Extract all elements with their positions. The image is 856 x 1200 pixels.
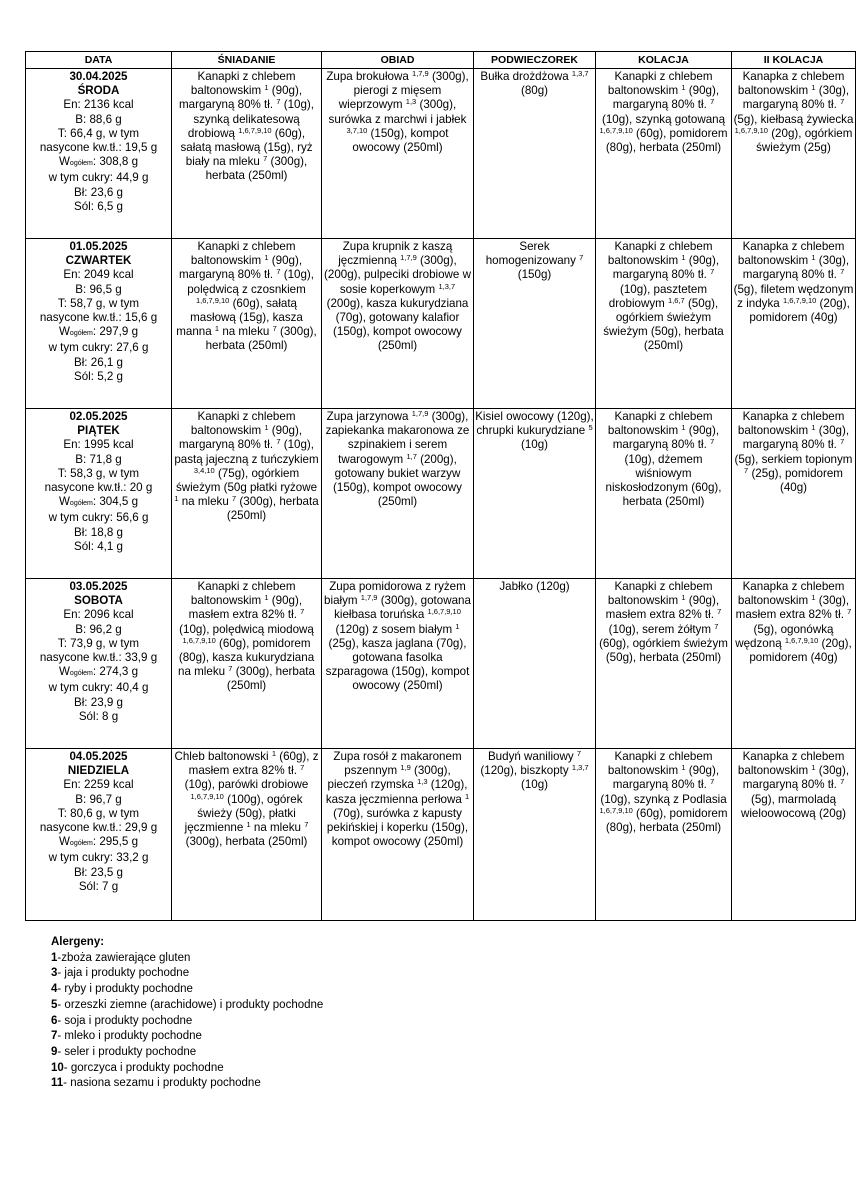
saturated-fat-value: nasycone kw.tł.: 19,5 g [39,141,158,155]
meal-text: Kanapka z chlebem baltonowskim [737,580,845,608]
meal-text: (10g), pastą jajeczną z tuńczykiem [174,438,319,466]
day-row-1 [26,69,856,239]
meal-text: (10g), szynką z Podlasia [600,792,727,806]
allergen-number: 5 [51,998,58,1011]
meal-text: na mleku [250,821,305,835]
allergen-codes: 1 [681,593,686,603]
allergen-codes: 1 [465,791,470,801]
allergen-number: 10 [51,1061,64,1074]
meal-text: (60g), sałatą masłową (15g), ryż biały na mleku [180,126,313,169]
allergen-codes: 1 [811,593,816,603]
allergen-number: 3 [51,967,58,980]
meal-text: Kanapki z chlebem baltonowskim [190,410,296,438]
allergen-codes: 1 [455,621,460,631]
allergen-item [51,1045,323,1061]
carbs-value: Wogółem: 297,9 g [58,325,139,339]
protein-value: B: 96,2 g [75,622,122,636]
meal-text: (150g) [517,268,552,282]
allergen-number: 11 [51,1077,64,1090]
allergen-codes: 1,7,9 [360,593,378,603]
meal-text: (60g), pomidorem (80g), herbata (250ml) [605,806,728,835]
fat-value: T: 73,9 g, w tym [57,636,140,650]
salt-value: Sól: 6,5 g [74,199,123,213]
allergen-codes: 7 [847,607,852,617]
day-name: CZWARTEK [65,254,132,268]
meal-text: Kanapki z chlebem baltonowskim [607,750,713,778]
allergen-codes: 1 [271,749,276,758]
allergen-codes: 7 [272,324,277,334]
ii-kolacja-cell [732,69,856,239]
allergen-codes: 1,6,7,9,10 [238,125,272,135]
meal-text: (300g), herbata (250ml) [185,835,308,849]
allergen-description: - seler i produkty pochodne [57,1045,197,1058]
meal-text: (30g), margaryną 80% tł. [742,84,850,112]
meal-text: na mleku [219,325,273,339]
header-ii-kolacja: II KOLACJA [732,52,856,69]
meal-text: (300g), herbata (250ml) [226,665,315,693]
allergen-codes: 1 [811,423,816,433]
salt-value: Sól: 8 g [78,709,119,723]
energy-value: En: 2136 kcal [63,98,134,112]
allergen-codes: 1 [214,324,220,334]
meal-text: (300g), (200g), pulpeciki drobiowe w sosie koperkowym [324,254,471,296]
saturated-fat-value: nasycone kw.tł.: 15,6 g [39,311,158,325]
allergen-item [51,1076,323,1092]
day-date: 01.05.2025 [69,240,128,253]
sugar-value: w tym cukry: 44,9 g [48,171,149,185]
allergen-codes: 1 [246,820,251,830]
fat-value: T: 58,7 g, w tym [57,296,140,310]
allergen-codes: 7 [263,154,268,164]
allergen-codes: 7 [228,664,233,674]
meal-text: (80g) [520,84,549,98]
energy-value: En: 1995 kcal [63,438,134,452]
allergen-number: 6 [51,1014,58,1027]
allergen-description: - jaja i produkty pochodne [57,967,190,980]
allergen-codes: 1 [811,763,816,773]
meal-text: Kanapka z chlebem baltonowskim [737,750,845,778]
date-cell [26,69,172,239]
meal-text: (75g), ogórkiem świeżym (50g płatki ryżowe [175,466,318,495]
fiber-value: Bł: 26,1 g [74,355,123,369]
meal-text: Kanapki z chlebem baltonowskim [607,240,713,268]
ii-kolacja-cell [732,239,856,409]
header-podwieczorek: PODWIECZOREK [474,52,596,69]
allergen-codes: 1,7,9 [412,69,429,78]
meal-text: (120g) z sosem białym [335,622,456,636]
allergen-item [51,951,323,967]
allergen-codes: 5 [588,423,593,433]
allergen-item [51,1029,323,1045]
allergen-codes: 7 [276,437,281,447]
allergen-codes: 3,4,10 [193,465,215,475]
allergen-codes: 1 [174,494,179,504]
allergen-codes: 1 [264,423,269,433]
meal-text: (300g), herbata (250ml) [205,325,317,353]
protein-value: B: 88,6 g [75,112,122,126]
meal-text: (300g), pierogi z mięsem wieprzowym [338,70,469,112]
allergen-codes: 7 [710,777,715,787]
allergen-codes: 1,6,7,9,10 [599,805,633,815]
allergen-number: 9 [51,1045,58,1058]
salt-value: Sól: 4,1 g [74,539,123,553]
meal-text: (10g), szynką gotowaną [601,112,726,126]
allergen-codes: 7 [710,267,715,277]
meal-text: Kisiel owocowy (120g), chrupki kukurydziane [475,410,594,438]
allergen-codes: 7 [579,253,584,263]
allergen-codes: 1,7,9 [400,253,417,263]
day-name: ŚRODA [77,84,120,98]
allergens-title: Alergeny: [51,936,105,948]
carbs-value: Wogółem: 308,8 g [58,155,139,169]
meal-text: Zupa jarzynowa [326,410,412,423]
allergen-codes: 1,3,7 [571,763,589,773]
allergen-codes: 1 [681,253,686,263]
sniadanie-cell [172,579,322,749]
allergen-description: - soja i produkty pochodne [57,1014,193,1027]
meal-text: (10g), pasztetem drobiowym [608,282,707,310]
meal-text: (90g), masłem extra 82% tł. [188,594,303,622]
meal-text: (120g), kasza jęczmienna perłowa [325,778,468,806]
menu-body [26,69,856,921]
ii-kolacja-cell [732,579,856,749]
fiber-value: Bł: 23,5 g [74,865,123,879]
allergen-description: -zboża zawierające gluten [57,951,191,964]
meal-text: (60g), pomidorem (80g), kasza kukurydziana na mleku [178,636,315,679]
protein-value: B: 96,7 g [75,792,122,806]
fat-value: T: 80,6 g, w tym [57,806,140,820]
allergen-number: 7 [51,1030,58,1043]
day-row-4 [26,579,856,749]
day-row-2 [26,239,856,409]
meal-text: (90g), margaryną 80% tł. [179,254,303,282]
allergen-number: 1 [51,951,58,964]
allergen-codes: 7 [276,97,281,107]
allergen-codes: 1,6,7,9,10 [182,635,216,645]
allergen-codes: 7 [300,607,305,617]
saturated-fat-value: nasycone kw.tł.: 29,9 g [39,821,158,835]
meal-text: (90g), margaryną 80% tł. [179,424,303,452]
meal-text: (5g), filetem wędzonym z indyka [733,282,854,310]
meal-text: Kanapki z chlebem baltonowskim [190,70,296,98]
carbs-value: Wogółem: 295,5 g [58,835,139,849]
kolacja-cell [596,239,732,409]
obiad-cell [322,409,474,579]
meal-text: (5g), serkiem topionym [734,452,853,466]
date-cell [26,239,172,409]
meal-text: Kanapka z chlebem baltonowskim [737,240,845,268]
allergen-description: - ryby i produkty pochodne [57,983,193,996]
salt-value: Sól: 7 g [78,879,119,893]
fiber-value: Bł: 23,6 g [74,185,123,199]
energy-value: En: 2096 kcal [63,608,134,622]
meal-text: (300g), surówka z marchwi i jabłek [328,98,467,126]
allergen-codes: 1,3 [405,97,417,107]
allergens-list [51,951,323,1092]
date-cell [26,409,172,579]
allergen-codes: 7 [576,749,582,758]
meal-text: Bułka drożdżowa [480,70,572,83]
allergen-number: 4 [51,983,58,996]
meal-text: (150g), kompot owocowy (250ml) [352,126,449,155]
day-date: 04.05.2025 [69,750,128,763]
meal-text: (90g), margaryną 80% tł. [179,84,303,112]
day-row-5 [26,749,856,921]
allergen-item [51,1061,323,1077]
meal-text: (20g), ogórkiem świeżym (25g) [756,126,853,155]
allergen-codes: 1,6,7,9,10 [195,295,230,305]
header-obiad: OBIAD [322,52,474,69]
allergen-codes: 7 [840,437,845,447]
allergen-codes: 7 [276,267,281,277]
allergen-codes: 7 [304,820,309,830]
meal-text: (300g), herbata (250ml) [226,495,319,523]
sugar-value: w tym cukry: 27,6 g [48,341,149,355]
meal-text: (200g), kasza kukurydziana (70g), gotowany kalafior (150g), kompot owocowy (250ml) [326,296,469,353]
meal-text: Zupa pomidorowa z ryżem białym [324,580,466,608]
obiad-cell [322,579,474,749]
allergen-codes: 7 [232,494,237,504]
allergen-codes: 1 [264,253,269,263]
sniadanie-cell [172,239,322,409]
allergen-codes: 7 [717,607,722,617]
protein-value: B: 71,8 g [75,452,122,466]
meal-text: (5g), marmoladą wieloowocową (20g) [740,792,847,820]
meal-text: (300g), zapiekanka makaronowa ze szpinakiem i serem twarogowym [325,410,470,466]
date-cell [26,579,172,749]
allergen-item [51,966,323,982]
allergen-codes: 1,9 [400,763,411,773]
energy-value: En: 2049 kcal [63,268,134,282]
header-row [26,52,856,69]
saturated-fat-value: nasycone kw.tł.: 33,9 g [39,651,158,665]
sniadanie-cell [172,409,322,579]
allergen-codes: 1,3,7 [438,281,456,291]
meal-text: Kanapki z chlebem baltonowskim [190,580,296,608]
meal-text: (30g), margaryną 80% tł. [742,764,850,792]
meal-text: Serek homogenizowany [485,240,580,268]
podwieczorek-cell [474,749,596,921]
meal-text: Zupa rosół z makaronem pszennym [333,750,462,778]
sugar-value: w tym cukry: 33,2 g [48,851,149,865]
allergen-codes: 7 [840,97,845,107]
podwieczorek-cell [474,579,596,749]
meal-text: (10g), polędwicą z czosnkiem [187,268,314,296]
meal-text: (60g), pomidorem (80g), herbata (250ml) [605,126,728,155]
meal-text: (25g), pomidorem (40g) [748,466,843,495]
menu-table [25,51,856,921]
meal-text: (10g), dżemem wiśniowym niskosłodzonym (60g), herbata (250ml) [605,452,722,509]
meal-text: (20g), pomidorem (40g) [749,636,852,665]
meal-text: (90g), margaryną 80% tł. [612,424,720,452]
allergen-codes: 1,6,7,9,10 [190,791,224,801]
ii-kolacja-cell [732,749,856,921]
meal-text: Chleb baltonowski [174,750,272,763]
meal-text: (90g), masłem extra 82% tł. [605,594,720,622]
date-cell [26,749,172,921]
meal-text: Kanapki z chlebem baltonowskim [190,240,296,268]
meal-text: (50g), ogórkiem świeżym świeżym (50g), herbata (250ml) [603,296,724,353]
allergen-codes: 1 [811,83,816,93]
meal-text: Kanapki z chlebem baltonowskim [607,70,713,98]
allergen-codes: 1,6,7 [668,295,685,305]
allergen-codes: 1 [811,253,816,263]
meal-text: (90g), margaryną 80% tł. [612,84,720,112]
allergen-codes: 7 [840,777,845,787]
meal-text: (10g) [520,438,549,452]
meal-text: (30g), margaryną 80% tł. [742,254,850,282]
meal-text: Kanapki z chlebem baltonowskim [607,410,713,438]
header-sniadanie: ŚNIADANIE [172,52,322,69]
meal-text: (90g), margaryną 80% tł. [612,764,720,792]
protein-value: B: 96,5 g [75,282,122,296]
meal-text: (300g), gotowana kiełbasa toruńska [334,594,471,622]
meal-text: Kanapka z chlebem baltonowskim [737,410,845,438]
allergen-codes: 7 [300,763,305,773]
obiad-cell [322,69,474,239]
meal-text: (10g), parówki drobiowe [184,778,309,792]
allergen-codes: 7 [710,437,715,447]
meal-text: (5g), kiełbasą żywiecka [733,112,854,126]
allergen-description: - orzeszki ziemne (arachidowe) i produkty pochodne [57,998,324,1011]
meal-text: (100g), ogórek świeży (50g), płatki jęczmienne [184,792,303,835]
allergen-codes: 1,7 [406,451,417,461]
meal-text: (10g), polędwicą miodową [179,622,314,636]
ii-kolacja-cell [732,409,856,579]
allergen-codes: 7 [710,97,715,107]
fiber-value: Bł: 23,9 g [74,695,123,709]
allergen-description: - gorczyca i produkty pochodne [63,1061,224,1074]
meal-text: (300g), pieczeń rzymska [327,764,451,792]
meal-text: (30g), margaryną 80% tł. [742,424,850,452]
energy-value: En: 2259 kcal [63,778,134,792]
allergen-codes: 7 [744,465,749,475]
obiad-cell [322,239,474,409]
meal-text: Zupa brokułowa [326,70,413,83]
allergen-codes: 1 [264,83,269,93]
meal-text: Kanapka z chlebem baltonowskim [737,70,845,98]
meal-text: Budyń waniliowy [487,750,577,763]
allergen-item [51,1014,323,1030]
podwieczorek-cell [474,69,596,239]
meal-text: (60g), ogórkiem świeżym (50g), herbata (250ml) [599,636,728,665]
day-date: 30.04.2025 [69,70,128,83]
allergen-codes: 1,6,7,9,10 [427,607,461,617]
allergen-codes: 1,7,9 [411,409,429,418]
fiber-value: Bł: 18,8 g [74,525,123,539]
day-name: NIEDZIELA [67,764,130,778]
allergen-item [51,982,323,998]
allergen-description: - mleko i produkty pochodne [57,1030,202,1043]
salt-value: Sól: 5,2 g [74,369,123,383]
meal-text: (10g), serem żółtym [608,622,715,636]
allergen-codes: 1,6,7,9,10 [734,125,768,135]
meal-text: Kanapki z chlebem baltonowskim [607,580,713,608]
allergen-item [51,998,323,1014]
sugar-value: w tym cukry: 56,6 g [48,511,149,525]
fat-value: T: 66,4 g, w tym [57,126,140,140]
meal-text: (300g), herbata (250ml) [205,155,308,183]
allergen-codes: 1,6,7,9,10 [784,635,819,645]
meal-text: (120g), biszkopty [480,764,572,778]
meal-text: (90g), margaryną 80% tł. [612,254,720,282]
meal-text: (20g), pomidorem (40g) [749,296,850,325]
kolacja-cell [596,579,732,749]
meal-text: (60g), sałatą masłową (15g), kasza manna [176,296,303,339]
podwieczorek-cell [474,409,596,579]
sniadanie-cell [172,69,322,239]
day-name: PIĄTEK [77,424,120,438]
meal-text: (70g), surówka z kapusty pekińskiej i koperku (150g), kompot owocowy (250ml) [326,806,469,849]
allergen-codes: 7 [840,267,845,277]
meal-text: (200g), gotowany bukiet warzyw (150g), kompot owocowy (250ml) [333,452,462,509]
meal-text: Jabłko (120g) [499,580,570,593]
meal-text: (10g) [520,778,549,792]
allergen-codes: 1,6,7,9,10 [599,125,633,135]
day-date: 02.05.2025 [69,410,128,423]
day-row-3 [26,409,856,579]
allergen-codes: 1 [681,83,686,93]
meal-text: (10g), szynką delikatesową drobiową [187,98,314,140]
meal-text: Zupa krupnik z kaszą jęczmienną [338,240,453,268]
carbs-value: Wogółem: 274,3 g [58,665,139,679]
meal-text: (30g), masłem extra 82% tł. [735,594,850,622]
header-kolacja: KOLACJA [596,52,732,69]
meal-text: (5g), ogonówką wędzoną [735,622,834,650]
allergen-codes: 1 [681,423,686,433]
carbs-value: Wogółem: 304,5 g [58,495,139,509]
allergen-codes: 1,6,7,9,10 [782,295,817,305]
allergens-legend [51,935,323,1092]
allergen-codes: 1 [264,593,269,603]
day-name: SOBOTA [74,594,123,608]
allergen-codes: 3,7,10 [346,125,368,135]
allergen-description: - nasiona sezamu i produkty pochodne [63,1077,261,1090]
meal-text: (60g), z masłem extra 82% tł. [188,750,319,778]
kolacja-cell [596,749,732,921]
allergen-codes: 1,3,7 [571,69,589,78]
podwieczorek-cell [474,239,596,409]
kolacja-cell [596,69,732,239]
obiad-cell [322,749,474,921]
sugar-value: w tym cukry: 40,4 g [48,681,149,695]
meal-text: (25g), kasza jaglana (70g), gotowana fasolka szparagowa (150g), kompot owocowy (250ml) [325,636,470,693]
kolacja-cell [596,409,732,579]
saturated-fat-value: nasycone kw.tł.: 20 g [44,481,153,495]
allergen-codes: 1 [681,763,686,773]
header-data: DATA [26,52,172,69]
day-date: 03.05.2025 [69,580,128,593]
fat-value: T: 58,3 g, w tym [57,466,140,480]
allergen-codes: 1,3 [417,777,428,787]
meal-text: na mleku [178,495,232,509]
allergen-codes: 7 [714,621,719,631]
sniadanie-cell [172,749,322,921]
